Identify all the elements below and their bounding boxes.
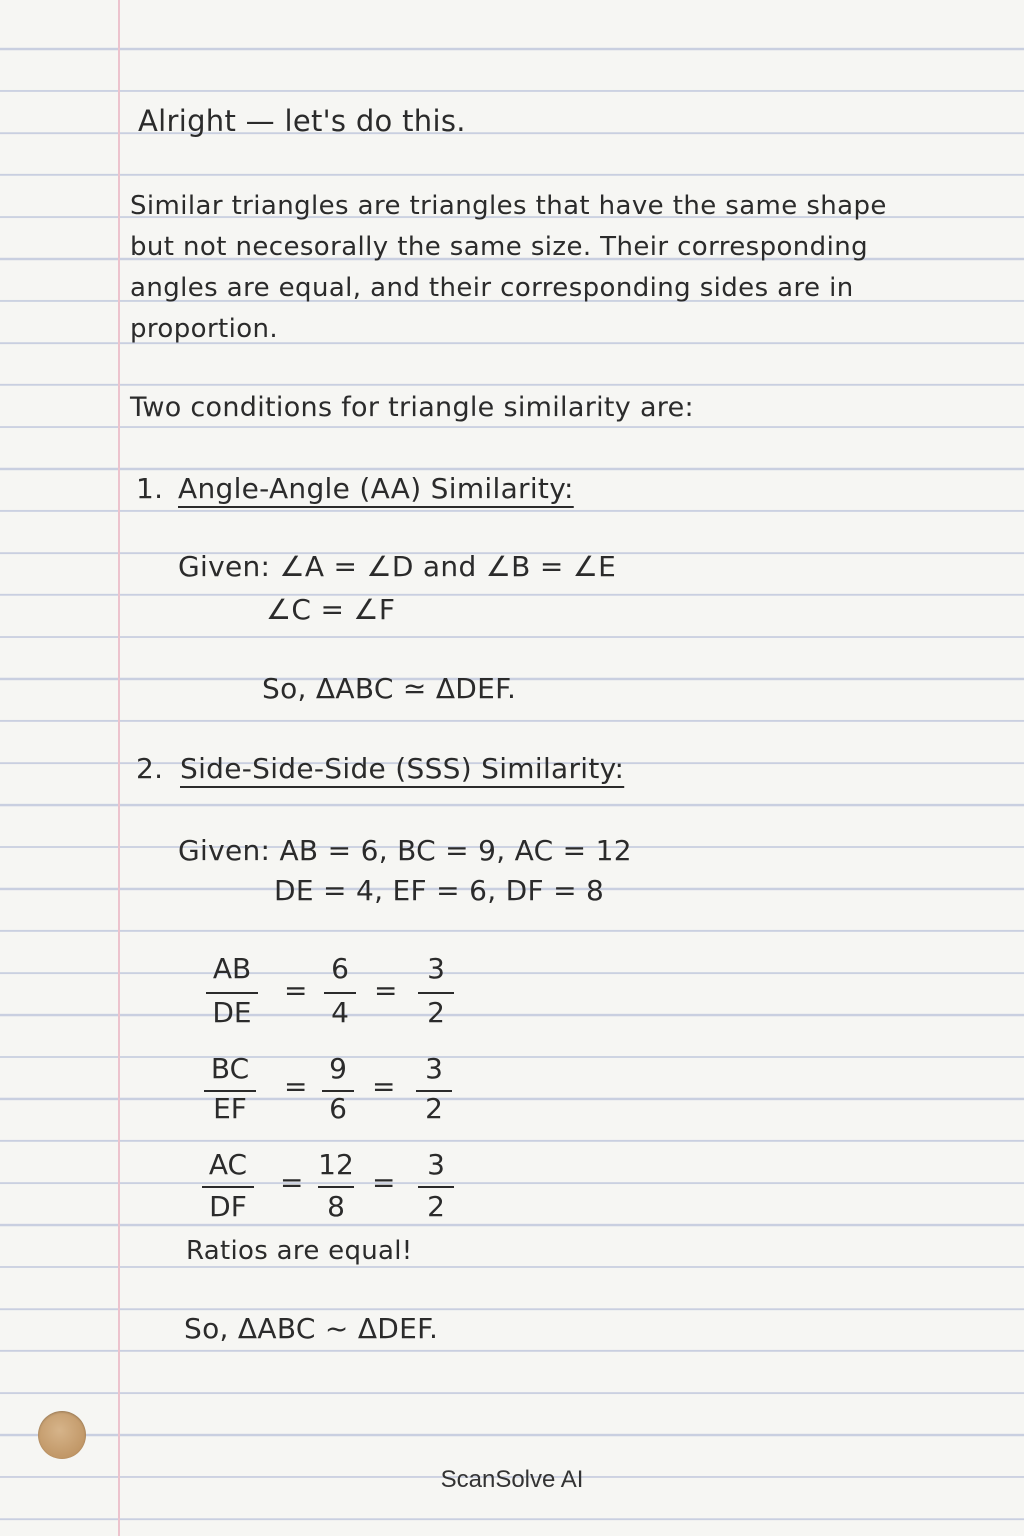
- equals-sign: =: [372, 1070, 396, 1103]
- definition-paragraph: Similar triangles are triangles that have the same shape but not necesorally the same size. Their corresponding angles are equal, and their corresponding sides are in proportion.: [130, 191, 887, 344]
- ratio-denominator: DF: [209, 1190, 247, 1223]
- section1-given-line1: Given: ∠A = ∠D and ∠B = ∠E: [178, 550, 617, 583]
- ratio-numerator: 3: [425, 1052, 443, 1085]
- ratio-numerator: BC: [210, 1052, 250, 1085]
- ratio-denominator: EF: [213, 1092, 247, 1125]
- ratio-numerator: 3: [427, 952, 445, 985]
- equals-sign: =: [284, 974, 308, 1007]
- section2-heading: Side-Side-Side (SSS) Similarity:: [180, 752, 625, 785]
- fraction-bar: [206, 992, 258, 994]
- section2-number: 2.: [136, 752, 164, 785]
- ratio-numerator: 12: [318, 1148, 354, 1181]
- ratio-numerator: 9: [329, 1052, 347, 1085]
- equals-sign: =: [284, 1070, 308, 1103]
- ratio-numerator: AC: [208, 1148, 248, 1181]
- ratio-denominator: 6: [329, 1092, 347, 1125]
- ratio-numerator: AB: [212, 952, 252, 985]
- ratio-denominator: 2: [427, 1190, 445, 1223]
- equals-sign: =: [372, 1166, 396, 1199]
- section1-conclusion: So, ΔABC ≃ ΔDEF.: [262, 672, 517, 705]
- ratio-denominator: 4: [331, 996, 349, 1029]
- ratio-denominator: 2: [425, 1092, 443, 1125]
- ratio-denominator: DE: [212, 996, 252, 1029]
- fraction-bar: [324, 992, 356, 994]
- section2-given-line2: DE = 4, EF = 6, DF = 8: [274, 874, 605, 907]
- equals-sign: =: [374, 974, 398, 1007]
- fraction-bar: [418, 1186, 454, 1188]
- intro-text: Alright — let's do this.: [138, 104, 466, 138]
- section2-conclusion: So, ΔABC ~ ΔDEF.: [184, 1312, 439, 1345]
- binder-hole: [38, 1411, 86, 1459]
- ratios-note: Ratios are equal!: [186, 1236, 413, 1266]
- footer-brand: ScanSolve AI: [440, 1466, 584, 1493]
- ratio-denominator: 8: [327, 1190, 345, 1223]
- margin-line: [118, 0, 120, 1536]
- section1-heading: Angle-Angle (AA) Similarity:: [178, 472, 574, 505]
- fraction-bar: [418, 992, 454, 994]
- fraction-bar: [202, 1186, 254, 1188]
- section1-given-line2: ∠C = ∠F: [266, 593, 396, 626]
- ratio-numerator: 3: [427, 1148, 445, 1181]
- equals-sign: =: [280, 1166, 304, 1199]
- conditions-intro: Two conditions for triangle similarity are:: [130, 392, 694, 423]
- section1-number: 1.: [136, 472, 164, 505]
- fraction-bar: [318, 1186, 354, 1188]
- section2-given-line1: Given: AB = 6, BC = 9, AC = 12: [178, 834, 632, 867]
- ratio-denominator: 2: [427, 996, 445, 1029]
- ratio-numerator: 6: [331, 952, 349, 985]
